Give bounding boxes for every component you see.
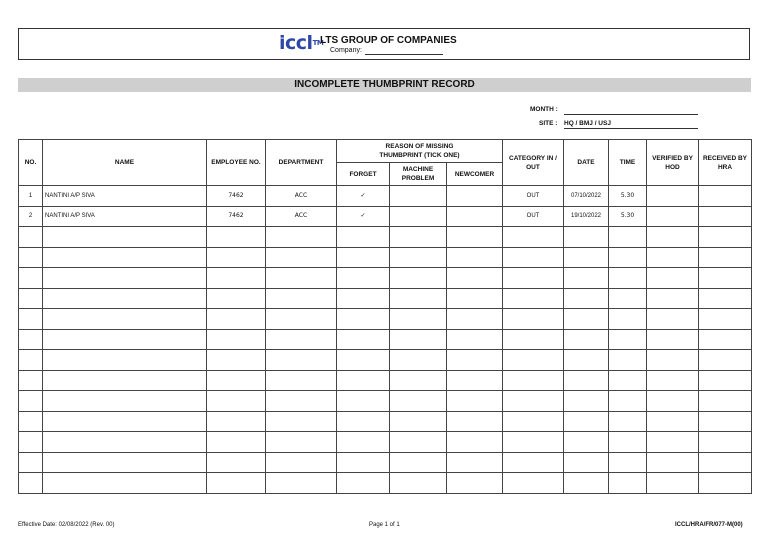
cell-received-by[interactable]: [699, 329, 752, 350]
cell-employee-no[interactable]: [207, 329, 266, 350]
cell-machine-problem[interactable]: [390, 206, 447, 227]
cell-forget[interactable]: [337, 268, 390, 289]
cell-machine-problem[interactable]: [390, 411, 447, 432]
cell-verified-by[interactable]: [647, 247, 699, 268]
cell-newcomer[interactable]: [447, 411, 503, 432]
cell-forget[interactable]: [337, 329, 390, 350]
cell-no[interactable]: [19, 452, 43, 473]
cell-verified-by[interactable]: [647, 432, 699, 453]
cell-time[interactable]: [609, 227, 647, 248]
col-header-no: NO.: [19, 140, 43, 186]
cell-forget[interactable]: [337, 288, 390, 309]
cell-no[interactable]: 2: [19, 206, 43, 227]
cell-category[interactable]: [503, 432, 564, 453]
table-row: [19, 411, 752, 432]
cell-category[interactable]: OUT: [503, 186, 564, 207]
cell-no[interactable]: [19, 227, 43, 248]
table-row: [19, 370, 752, 391]
record-rows: [19, 186, 752, 494]
cell-date[interactable]: [564, 247, 609, 268]
cell-forget[interactable]: [337, 309, 390, 330]
cell-department[interactable]: ACC: [266, 206, 337, 227]
cell-time[interactable]: [609, 452, 647, 473]
cell-name[interactable]: [43, 329, 207, 350]
col-header-machine-problem: MACHINE PROBLEM: [390, 163, 447, 186]
cell-date[interactable]: [564, 350, 609, 371]
form-code: ICCL/HRA/FR/077-M(00): [675, 522, 743, 528]
table-row: [19, 329, 752, 350]
cell-time[interactable]: [609, 473, 647, 494]
cell-no[interactable]: [19, 432, 43, 453]
cell-department[interactable]: ACC: [266, 186, 337, 207]
cell-name[interactable]: [43, 452, 207, 473]
cell-employee-no[interactable]: 7462: [207, 186, 266, 207]
company-field: [330, 47, 443, 55]
cell-employee-no[interactable]: [207, 473, 266, 494]
cell-forget[interactable]: [337, 411, 390, 432]
cell-name[interactable]: [43, 309, 207, 330]
table-row: [19, 288, 752, 309]
cell-machine-problem[interactable]: [390, 288, 447, 309]
cell-time[interactable]: [609, 247, 647, 268]
cell-department[interactable]: [266, 370, 337, 391]
cell-no[interactable]: [19, 473, 43, 494]
cell-time[interactable]: [609, 309, 647, 330]
cell-name[interactable]: [43, 473, 207, 494]
thumbprint-record-table: [18, 139, 752, 494]
table-row: [19, 473, 752, 494]
cell-forget[interactable]: [337, 391, 390, 412]
cell-department[interactable]: [266, 288, 337, 309]
cell-employee-no[interactable]: 7462: [207, 206, 266, 227]
cell-machine-problem[interactable]: [390, 329, 447, 350]
cell-category[interactable]: [503, 288, 564, 309]
cell-verified-by[interactable]: [647, 452, 699, 473]
cell-category[interactable]: [503, 227, 564, 248]
cell-machine-problem[interactable]: [390, 350, 447, 371]
cell-date[interactable]: [564, 268, 609, 289]
cell-time[interactable]: [609, 268, 647, 289]
col-header-received-by: RECEIVED BY HRA: [699, 140, 752, 186]
site-label: SITE: [539, 120, 554, 127]
cell-verified-by[interactable]: [647, 227, 699, 248]
cell-forget[interactable]: [337, 247, 390, 268]
cell-verified-by[interactable]: [647, 186, 699, 207]
cell-name[interactable]: [43, 288, 207, 309]
cell-verified-by[interactable]: [647, 350, 699, 371]
cell-received-by[interactable]: [699, 350, 752, 371]
cell-name[interactable]: NANTINI A/P SIVA: [43, 186, 207, 207]
cell-name[interactable]: [43, 227, 207, 248]
cell-employee-no[interactable]: [207, 452, 266, 473]
cell-time[interactable]: [609, 391, 647, 412]
cell-date[interactable]: [564, 391, 609, 412]
cell-date[interactable]: [564, 227, 609, 248]
cell-time[interactable]: 5.30: [609, 206, 647, 227]
cell-machine-problem[interactable]: [390, 227, 447, 248]
cell-name[interactable]: NANTINI A/P SIVA: [43, 206, 207, 227]
cell-employee-no[interactable]: [207, 370, 266, 391]
cell-newcomer[interactable]: [447, 391, 503, 412]
cell-name[interactable]: [43, 411, 207, 432]
col-header-employee-no: EMPLOYEE NO.: [207, 140, 266, 186]
cell-newcomer[interactable]: [447, 268, 503, 289]
cell-category[interactable]: [503, 411, 564, 432]
cell-name[interactable]: [43, 432, 207, 453]
cell-department[interactable]: [266, 227, 337, 248]
cell-employee-no[interactable]: [207, 432, 266, 453]
cell-verified-by[interactable]: [647, 391, 699, 412]
cell-no[interactable]: [19, 350, 43, 371]
cell-no[interactable]: 1: [19, 186, 43, 207]
cell-employee-no[interactable]: [207, 309, 266, 330]
cell-category[interactable]: [503, 247, 564, 268]
cell-time[interactable]: [609, 350, 647, 371]
cell-received-by[interactable]: [699, 452, 752, 473]
cell-no[interactable]: [19, 288, 43, 309]
company-logo: iccl™: [279, 32, 324, 54]
cell-verified-by[interactable]: [647, 370, 699, 391]
cell-verified-by[interactable]: [647, 329, 699, 350]
cell-verified-by[interactable]: [647, 268, 699, 289]
cell-name[interactable]: [43, 268, 207, 289]
cell-date[interactable]: [564, 432, 609, 453]
cell-newcomer[interactable]: [447, 329, 503, 350]
cell-category[interactable]: [503, 391, 564, 412]
cell-forget[interactable]: [337, 473, 390, 494]
cell-newcomer[interactable]: [447, 247, 503, 268]
cell-category[interactable]: [503, 350, 564, 371]
cell-newcomer[interactable]: [447, 288, 503, 309]
cell-no[interactable]: [19, 391, 43, 412]
cell-department[interactable]: [266, 309, 337, 330]
cell-date[interactable]: [564, 329, 609, 350]
cell-verified-by[interactable]: [647, 288, 699, 309]
cell-time[interactable]: [609, 329, 647, 350]
cell-department[interactable]: [266, 391, 337, 412]
cell-verified-by[interactable]: [647, 411, 699, 432]
cell-newcomer[interactable]: [447, 432, 503, 453]
table-row: [19, 227, 752, 248]
cell-machine-problem[interactable]: [390, 370, 447, 391]
cell-newcomer[interactable]: [447, 370, 503, 391]
cell-machine-problem[interactable]: [390, 452, 447, 473]
cell-received-by[interactable]: [699, 370, 752, 391]
col-header-department: DEPARTMENT: [266, 140, 337, 186]
cell-department[interactable]: [266, 411, 337, 432]
cell-no[interactable]: [19, 411, 43, 432]
cell-category[interactable]: [503, 329, 564, 350]
cell-received-by[interactable]: [699, 309, 752, 330]
cell-date[interactable]: [564, 309, 609, 330]
cell-department[interactable]: [266, 350, 337, 371]
cell-newcomer[interactable]: [447, 473, 503, 494]
table-row: [19, 452, 752, 473]
month-value[interactable]: [564, 106, 698, 115]
col-header-name: NAME: [43, 140, 207, 186]
cell-newcomer[interactable]: [447, 227, 503, 248]
cell-date[interactable]: [564, 473, 609, 494]
page-title: INCOMPLETE THUMBPRINT RECORD: [18, 78, 751, 92]
cell-received-by[interactable]: [699, 411, 752, 432]
cell-machine-problem[interactable]: [390, 391, 447, 412]
cell-employee-no[interactable]: [207, 350, 266, 371]
cell-received-by[interactable]: [699, 288, 752, 309]
cell-department[interactable]: [266, 473, 337, 494]
cell-forget[interactable]: ✓: [337, 206, 390, 227]
cell-time[interactable]: [609, 432, 647, 453]
cell-no[interactable]: [19, 329, 43, 350]
cell-machine-problem[interactable]: [390, 309, 447, 330]
cell-received-by[interactable]: [699, 247, 752, 268]
cell-employee-no[interactable]: [207, 391, 266, 412]
col-header-time: TIME: [609, 140, 647, 186]
cell-time[interactable]: [609, 411, 647, 432]
cell-department[interactable]: [266, 329, 337, 350]
cell-no[interactable]: [19, 268, 43, 289]
cell-received-by[interactable]: [699, 391, 752, 412]
cell-department[interactable]: [266, 452, 337, 473]
cell-employee-no[interactable]: [207, 288, 266, 309]
cell-machine-problem[interactable]: [390, 268, 447, 289]
col-header-reason-group: REASON OF MISSING THUMBPRINT (TICK ONE): [337, 140, 503, 163]
cell-verified-by[interactable]: [647, 309, 699, 330]
cell-name[interactable]: [43, 370, 207, 391]
cell-name[interactable]: [43, 391, 207, 412]
cell-machine-problem[interactable]: [390, 473, 447, 494]
col-header-category: CATEGORY IN / OUT: [503, 140, 564, 186]
cell-forget[interactable]: [337, 227, 390, 248]
cell-no[interactable]: [19, 247, 43, 268]
cell-employee-no[interactable]: [207, 411, 266, 432]
table-row: [19, 309, 752, 330]
cell-department[interactable]: [266, 432, 337, 453]
cell-name[interactable]: [43, 350, 207, 371]
cell-newcomer[interactable]: [447, 309, 503, 330]
cell-newcomer[interactable]: [447, 186, 503, 207]
cell-received-by[interactable]: [699, 268, 752, 289]
cell-received-by[interactable]: [699, 227, 752, 248]
cell-category[interactable]: [503, 473, 564, 494]
cell-newcomer[interactable]: [447, 350, 503, 371]
col-header-newcomer: NEWCOMER: [447, 163, 503, 186]
cell-forget[interactable]: [337, 370, 390, 391]
col-header-date: DATE: [564, 140, 609, 186]
table-row: [19, 268, 752, 289]
table-row: [19, 432, 752, 453]
cell-department[interactable]: [266, 268, 337, 289]
page-number: Page 1 of 1: [369, 522, 400, 528]
cell-category[interactable]: [503, 309, 564, 330]
cell-machine-problem[interactable]: [390, 432, 447, 453]
cell-department[interactable]: [266, 247, 337, 268]
cell-date[interactable]: [564, 370, 609, 391]
cell-date[interactable]: [564, 452, 609, 473]
table-row: [19, 206, 752, 227]
cell-no[interactable]: [19, 370, 43, 391]
cell-forget[interactable]: ✓: [337, 186, 390, 207]
col-header-verified-by: VERIFIED BY HOD: [647, 140, 699, 186]
cell-employee-no[interactable]: [207, 268, 266, 289]
month-label: MONTH: [530, 106, 554, 113]
cell-time[interactable]: 5.30: [609, 186, 647, 207]
cell-received-by[interactable]: [699, 473, 752, 494]
cell-category[interactable]: [503, 452, 564, 473]
cell-verified-by[interactable]: [647, 473, 699, 494]
month-field: MONTH :: [530, 106, 558, 114]
cell-name[interactable]: [43, 247, 207, 268]
cell-time[interactable]: [609, 370, 647, 391]
col-header-forget: FORGET: [337, 163, 390, 186]
cell-received-by[interactable]: [699, 206, 752, 227]
table-row: [19, 247, 752, 268]
cell-date[interactable]: 19/10/2022: [564, 206, 609, 227]
cell-newcomer[interactable]: [447, 206, 503, 227]
company-group-name: LTS GROUP OF COMPANIES: [320, 35, 457, 46]
table-row: [19, 186, 752, 207]
effective-date: Effective Date: 02/08/2022 (Rev. 00): [18, 522, 115, 528]
cell-date[interactable]: [564, 288, 609, 309]
cell-machine-problem[interactable]: [390, 247, 447, 268]
cell-newcomer[interactable]: [447, 452, 503, 473]
cell-forget[interactable]: [337, 432, 390, 453]
cell-verified-by[interactable]: [647, 206, 699, 227]
cell-category[interactable]: OUT: [503, 206, 564, 227]
cell-employee-no[interactable]: [207, 227, 266, 248]
cell-category[interactable]: [503, 370, 564, 391]
cell-forget[interactable]: [337, 350, 390, 371]
cell-received-by[interactable]: [699, 432, 752, 453]
cell-date[interactable]: [564, 411, 609, 432]
cell-forget[interactable]: [337, 452, 390, 473]
cell-time[interactable]: [609, 288, 647, 309]
cell-category[interactable]: [503, 268, 564, 289]
site-field: SITE : HQ / BMJ / USJ: [539, 120, 557, 128]
cell-date[interactable]: 07/10/2022: [564, 186, 609, 207]
site-value[interactable]: HQ / BMJ / USJ: [564, 120, 698, 129]
table-row: [19, 350, 752, 371]
company-blank-line[interactable]: [365, 48, 443, 55]
table-row: [19, 391, 752, 412]
company-label: Company:: [330, 47, 362, 54]
cell-employee-no[interactable]: [207, 247, 266, 268]
cell-machine-problem[interactable]: [390, 186, 447, 207]
cell-no[interactable]: [19, 309, 43, 330]
cell-received-by[interactable]: [699, 186, 752, 207]
